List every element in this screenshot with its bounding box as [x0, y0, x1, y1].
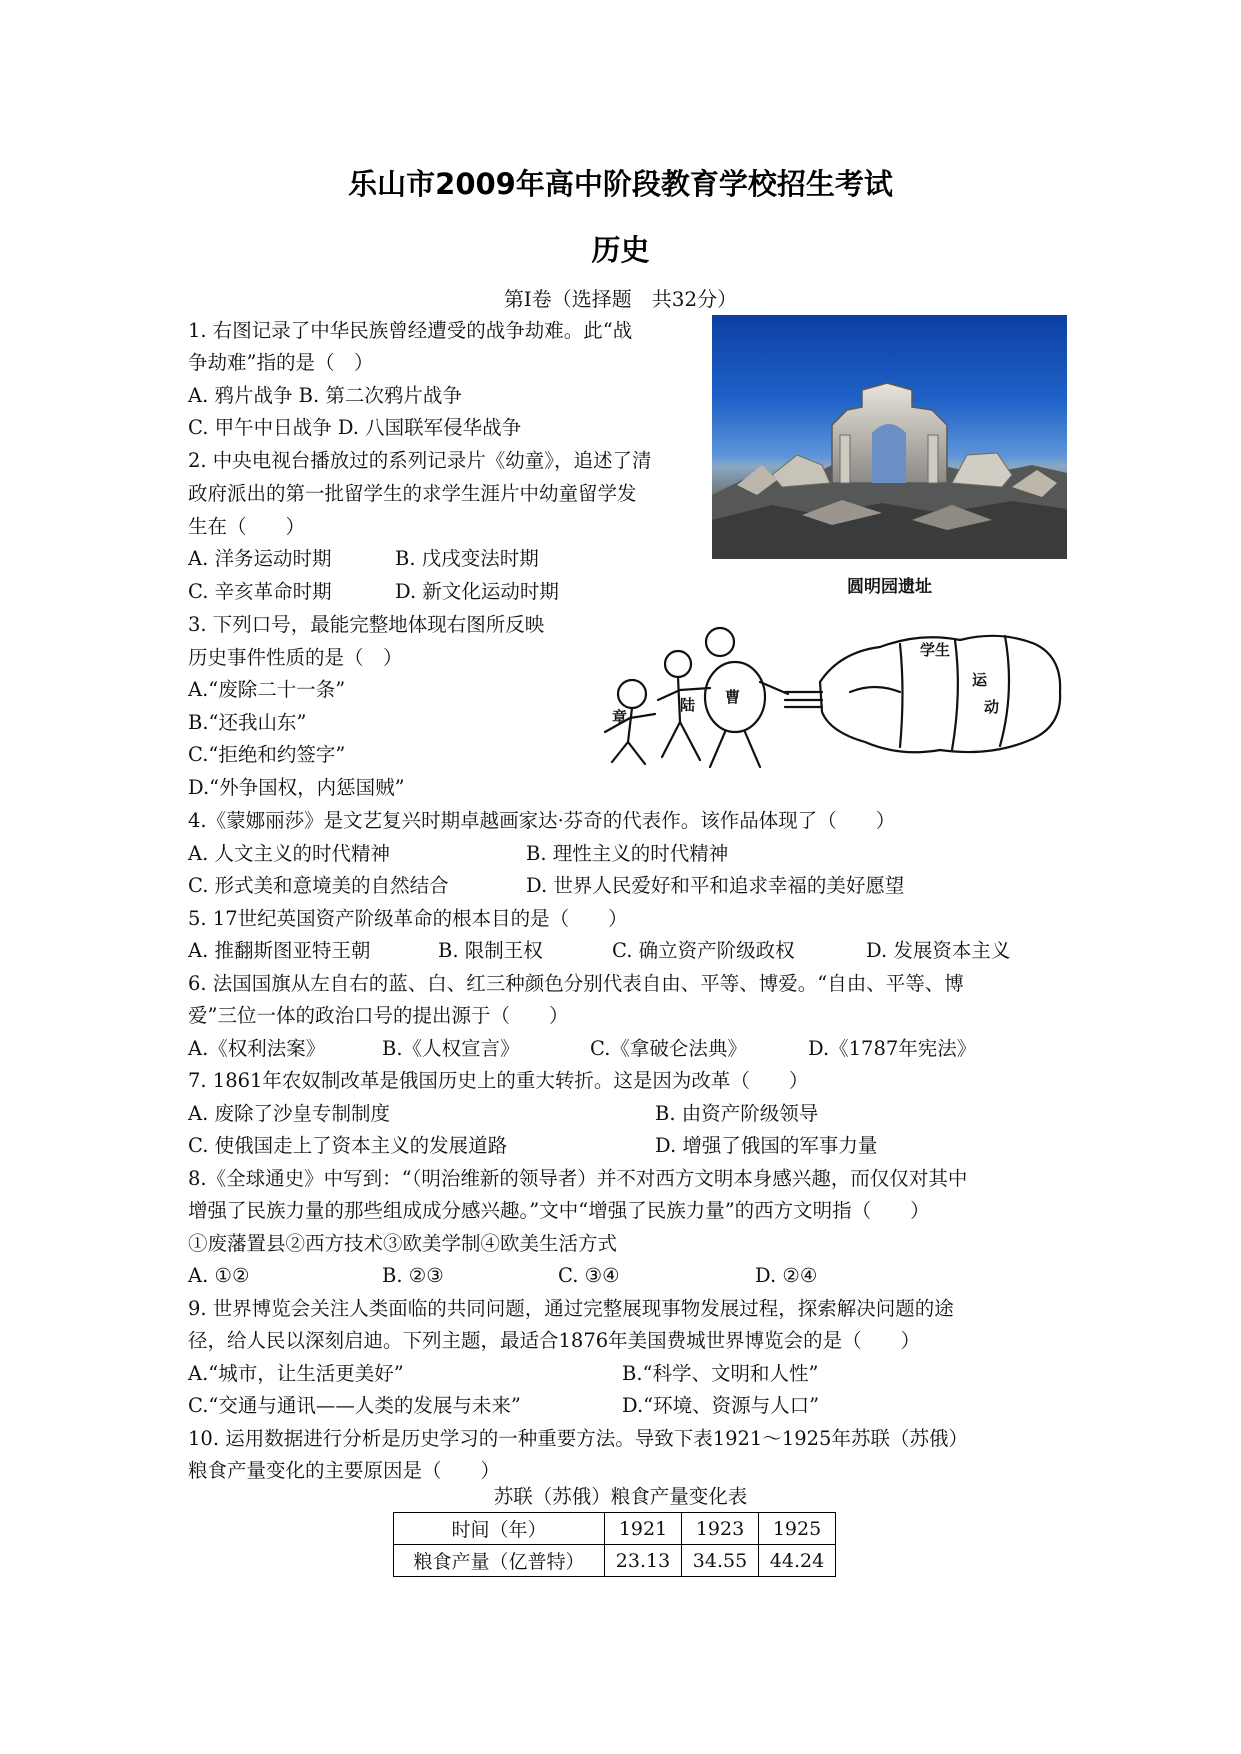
- table-row: [394, 1513, 836, 1545]
- q5-option-b: B. 限制王权: [438, 939, 543, 962]
- q9-option-a: A.“城市，让生活更美好”: [188, 1362, 404, 1385]
- q2-stem-line-2: 政府派出的第一批留学生的求学生涯片中幼童留学发: [188, 482, 637, 505]
- q1-options-ab: A. 鸦片战争 B. 第二次鸦片战争: [188, 384, 462, 407]
- table-year-cell: 1925: [759, 1513, 836, 1545]
- q4-option-b: B. 理性主义的时代精神: [526, 842, 729, 865]
- q4-option-d: D. 世界人民爱好和平和追求幸福的美好愿望: [526, 874, 905, 897]
- q7-option-c: C. 使俄国走上了资本主义的发展道路: [188, 1134, 508, 1157]
- cartoon-label-students: 学生: [920, 641, 951, 659]
- q1-stem-line-2: 争劫难”指的是（ ）: [188, 351, 374, 374]
- q3-option-a: A.“废除二十一条”: [188, 678, 346, 701]
- table-header-year: 时间（年）: [394, 1513, 605, 1545]
- q1-stem-line-1: 1. 右图记录了中华民族曾经遭受的战争劫难。此“战: [188, 319, 633, 342]
- q9-stem-line-2: 径，给人民以深刻启迪。下列主题，最适合1876年美国费城世界博览会的是（ ）: [188, 1329, 921, 1352]
- q9-option-b: B.“科学、文明和人性”: [622, 1362, 819, 1385]
- q8-option-d: D. ②④: [755, 1264, 818, 1287]
- q7-stem: 7. 1861年农奴制改革是俄国历史上的重大转折。这是因为改革（ ）: [188, 1069, 809, 1092]
- table-value-cell: 44.24: [759, 1545, 836, 1577]
- q4-option-a: A. 人文主义的时代精神: [188, 842, 390, 865]
- photo-caption: 圆明园遗址: [847, 577, 932, 597]
- q10-stem-line-2: 粮食产量变化的主要原因是（ ）: [188, 1459, 501, 1482]
- q3-stem-line-1: 3. 下列口号，最能完整地体现右图所反映: [188, 613, 545, 636]
- q8-stem-line-2: 增强了民族力量的那些组成成分感兴趣。”文中“增强了民族力量”的西方文明指（ ）: [188, 1199, 930, 1222]
- q10-stem-line-1: 10. 运用数据进行分析是历史学习的一种重要方法。导致下表1921～1925年苏联（苏俄）: [188, 1427, 968, 1450]
- q7-option-a: A. 废除了沙皇专制制度: [188, 1102, 390, 1125]
- cartoon-label-zhang: 章: [612, 708, 628, 726]
- q5-option-d: D. 发展资本主义: [866, 939, 1011, 962]
- grain-output-table: [393, 1512, 836, 1577]
- table-value-cell: 34.55: [682, 1545, 759, 1577]
- cartoon-label-yun: 运: [972, 671, 988, 689]
- q7-option-b: B. 由资产阶级领导: [655, 1102, 819, 1125]
- q8-option-c: C. ③④: [558, 1264, 620, 1287]
- table-year-cell: 1921: [605, 1513, 682, 1545]
- q3-option-b: B.“还我山东”: [188, 711, 307, 734]
- q2-stem-line-3: 生在（ ）: [188, 515, 306, 538]
- q6-stem-line-1: 6. 法国国旗从左自右的蓝、白、红三种颜色分别代表自由、平等、博爱。“自由、平等、博: [188, 972, 964, 995]
- q3-stem-line-2: 历史事件性质的是（ ）: [188, 646, 403, 669]
- q6-stem-line-2: 爱”三位一体的政治口号的提出源于（ ）: [188, 1004, 569, 1027]
- q3-option-c: C.“拒绝和约签字”: [188, 743, 346, 766]
- table-year-cell: 1923: [682, 1513, 759, 1545]
- table-header-output: 粮食产量（亿普特）: [394, 1545, 605, 1577]
- cartoon-label-cao: 曹: [725, 688, 741, 706]
- q6-option-c: C.《拿破仑法典》: [590, 1037, 747, 1060]
- may-fourth-cartoon: [600, 622, 1070, 772]
- cartoon-label-dong: 动: [984, 698, 1000, 716]
- q9-option-c: C.“交通与通讯——人类的发展与未来”: [188, 1394, 521, 1417]
- q2-option-b: B. 戊戌变法时期: [395, 547, 539, 570]
- q6-option-d: D.《1787年宪法》: [808, 1037, 977, 1060]
- q4-option-c: C. 形式美和意境美的自然结合: [188, 874, 449, 897]
- q6-option-b: B.《人权宣言》: [382, 1037, 520, 1060]
- exam-title: 乐山市2009年高中阶段教育学校招生考试: [348, 167, 893, 201]
- q1-options-cd: C. 甲午中日战争 D. 八国联军侵华战争: [188, 416, 522, 439]
- q2-option-a: A. 洋务运动时期: [188, 547, 332, 570]
- q4-stem: 4.《蒙娜丽莎》是文艺复兴时期卓越画家达·芬奇的代表作。该作品体现了（ ）: [188, 809, 896, 832]
- q3-option-d: D.“外争国权，内惩国贼”: [188, 776, 405, 799]
- q8-option-b: B. ②③: [382, 1264, 444, 1287]
- subject-title: 历史: [591, 233, 650, 267]
- cartoon-label-lu: 陆: [680, 696, 696, 714]
- table-value-cell: 23.13: [605, 1545, 682, 1577]
- q2-option-c: C. 辛亥革命时期: [188, 580, 332, 603]
- q8-stem-line-1: 8.《全球通史》中写到：“（明治维新的领导者）并不对西方文明本身感兴趣，而仅仅对其中: [188, 1167, 968, 1190]
- q8-stem-line-3: ①废藩置县②西方技术③欧美学制④欧美生活方式: [188, 1232, 618, 1255]
- q7-option-d: D. 增强了俄国的军事力量: [655, 1134, 878, 1157]
- q8-option-a: A. ①②: [188, 1264, 250, 1287]
- q5-stem: 5. 17世纪英国资产阶级革命的根本目的是（ ）: [188, 907, 628, 930]
- q9-option-d: D.“环境、资源与人口”: [622, 1394, 820, 1417]
- table-row: [394, 1545, 836, 1577]
- q6-option-a: A.《权利法案》: [188, 1037, 326, 1060]
- q9-stem-line-1: 9. 世界博览会关注人类面临的共同问题，通过完整展现事物发展过程，探索解决问题的途: [188, 1297, 954, 1320]
- q2-option-d: D. 新文化运动时期: [395, 580, 559, 603]
- q5-option-c: C. 确立资产阶级政权: [612, 939, 795, 962]
- yuanmingyuan-photo: [712, 315, 1067, 559]
- q5-option-a: A. 推翻斯图亚特王朝: [188, 939, 371, 962]
- q2-stem-line-1: 2. 中央电视台播放过的系列记录片《幼童》，追述了清: [188, 449, 652, 472]
- table-caption: 苏联（苏俄）粮食产量变化表: [493, 1485, 748, 1508]
- section-heading: 第Ⅰ卷（选择题 共32分）: [503, 287, 738, 311]
